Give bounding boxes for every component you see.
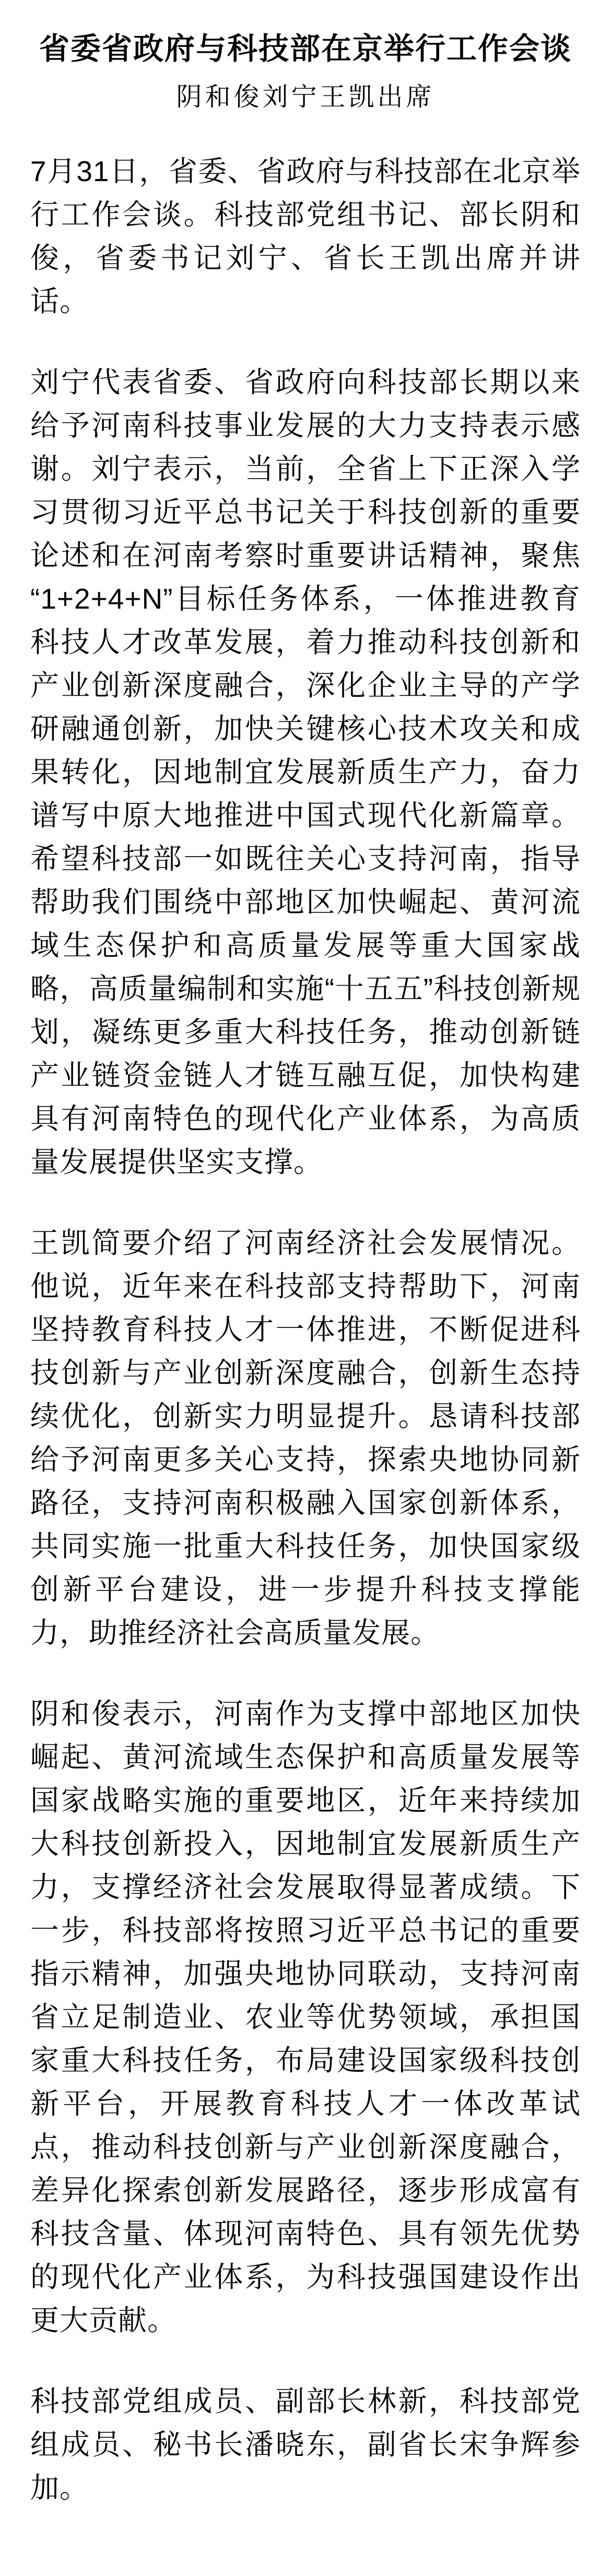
paragraph-4: 阴和俊表示，河南作为支撑中部地区加快崛起、黄河流域生态保护和高质量发展等国家战略实施的重要地区，近年来持续加大科技创新投入，因地制宜发展新质生产力，支撑经济社会发展取得显著成绩。下一步，科技部将按照习近平总书记的重要指示精神，加强央地协同联动，支持河南省立足制造业、农业等优势领域，承担国家重大科技任务，布局建设国家级科技创新平台，开展教育科技人才一体改革试点，推动科技创新与产业创新深度融合，差异化探索创新发展路径，逐步形成富有科技含量、体现河南特色、具有领先优势的现代化产业体系，为科技强国建设作出更大贡献。 bbox=[30, 1697, 581, 2337]
paragraph-5: 科技部党组成员、副部长林新，科技部党组成员、秘书长潘晓东，副省长宋争辉参加。 bbox=[30, 2385, 581, 2504]
paragraph-2: 刘宁代表省委、省政府向科技部长期以来给予河南科技事业发展的大力支持表示感谢。刘宁表示，当前，全省上下正深入学习贯彻习近平总书记关于科技创新的重要论述和在河南考察时重要讲话精神，聚焦“1+2+4+N”目标任务体系，一体推进教育科技人才改革发展，着力推动科技创新和产业创新深度融合，深化企业主导的产学研融通创新，加快关键核心技术攻关和成果转化，因地制宜发展新质生产力，奋力谱写中原大地推进中国式现代化新篇章。希望科技部一如既往关心支持河南，指导帮助我们围绕中部地区加快崛起、黄河流域生态保护和高质量发展等重大国家战略，高质量编制和实施“十五五”科技创新规划，凝练更多重大科技任务，推动创新链产业链资金链人才链互融互促，加快构建具有河南特色的现代化产业体系，为高质量发展提供坚实支撑。 bbox=[30, 366, 581, 1179]
article-body bbox=[30, 150, 581, 2510]
article-title: 省委省政府与科技部在京举行工作会谈 bbox=[39, 32, 572, 66]
article-subtitle: 阴和俊刘宁王凯出席 bbox=[176, 82, 435, 111]
paragraph-3: 王凯简要介绍了河南经济社会发展情况。他说，近年来在科技部支持帮助下，河南坚持教育科技人才一体推进，不断促进科技创新与产业创新深度融合，创新生态持续优化，创新实力明显提升。恳请科技部给予河南更多关心支持，探索央地协同新路径，支持河南积极融入国家创新体系，共同实施一批重大科技任务，加快国家级创新平台建设，进一步提升科技支撑能力，助推经济社会高质量发展。 bbox=[30, 1227, 581, 1649]
paragraph-1: 7月31日，省委、省政府与科技部在北京举行工作会谈。科技部党组书记、部长阴和俊，省委书记刘宁、省长王凯出席并讲话。 bbox=[30, 155, 581, 318]
